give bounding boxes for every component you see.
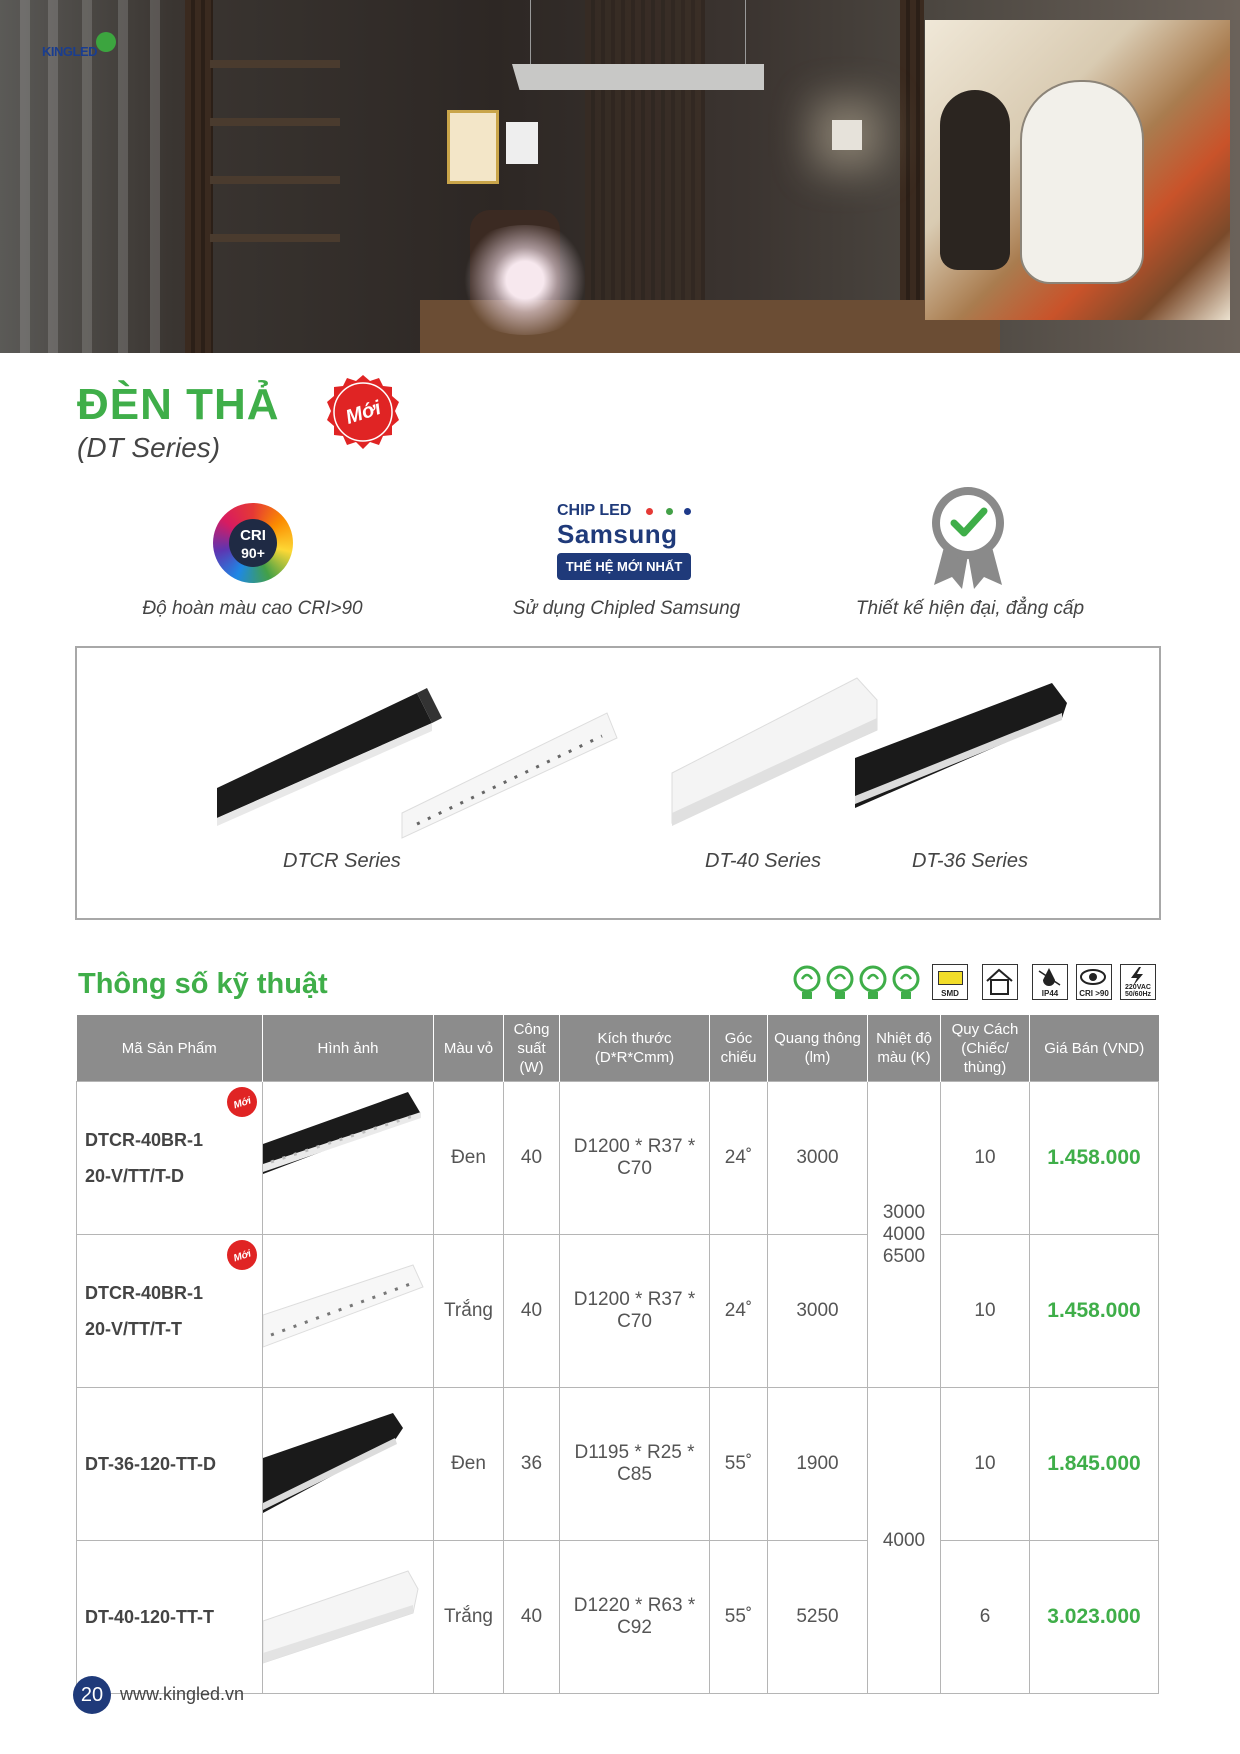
eco-bulb-icon [891,965,921,1001]
svg-text:Mới: Mới [232,1095,253,1112]
package-qty: 10 [941,1082,1030,1235]
cri-icon [213,503,293,583]
shell-color: Đen [434,1388,504,1541]
dimensions: D1220 * R63 * C92 [560,1541,710,1694]
table-row [77,1082,1159,1235]
caption-dt40-series: DT-40 Series [705,850,821,872]
new-badge-icon [226,1086,258,1118]
column-header: Màu vỏ [434,1015,504,1082]
new-badge-label: Mới [342,396,384,429]
price: 1.458.000 [1030,1235,1159,1388]
feature-caption-cri: Độ hoàn màu cao CRI>90 [142,598,363,619]
column-header: Công suất (W) [504,1015,560,1082]
table-row [77,1235,1159,1388]
dimensions: D1200 * R37 * C70 [560,1082,710,1235]
brand-logo [40,32,120,62]
column-header: Quy Cách (Chiếc/ thùng) [941,1015,1030,1082]
cri-icon-value: 90+ [241,545,265,561]
product-image [263,1388,434,1541]
product-image [263,1235,434,1388]
pendant-light [512,64,764,90]
voltage-icon: 220VAC 50/60Hz [1120,964,1156,1000]
product-code: DTCR-40BR-120-V/TT/T-D [85,1130,204,1186]
shell-color: Trắng [434,1235,504,1388]
product-code: DT-36-120-TT-D [85,1454,217,1474]
column-header: Nhiệt độ màu (K) [868,1015,941,1082]
column-header: Giá Bán (VND) [1030,1015,1159,1082]
spec-table [76,1015,1159,1694]
luminous-flux: 3000 [768,1235,868,1388]
dimensions: D1195 * R25 * C85 [560,1388,710,1541]
page-subtitle: (DT Series) [77,432,221,463]
cri-eye-icon: CRI >90 [1076,964,1112,1000]
eco-bulb-icon [825,965,855,1001]
shell-color: Trắng [434,1541,504,1694]
package-qty: 10 [941,1235,1030,1388]
chip-led-label: CHIP LED [557,502,632,519]
power: 36 [504,1388,560,1541]
caption-dt36-series: DT-36 Series [912,850,1028,872]
price: 1.845.000 [1030,1388,1159,1541]
power: 40 [504,1541,560,1694]
svg-text:Mới: Mới [232,1248,253,1265]
power: 40 [504,1082,560,1235]
beam-angle: 55˚ [710,1541,768,1694]
new-badge-icon [226,1239,258,1271]
package-qty: 10 [941,1388,1030,1541]
feature-caption-samsung: Sử dụng Chipled Samsung [512,598,741,619]
product-code-cell [77,1235,263,1388]
page-number: 20 [73,1676,111,1714]
caption-dtcr-series: DTCR Series [283,850,401,872]
column-header: Hình ảnh [263,1015,434,1082]
table-row [77,1388,1159,1541]
luminous-flux: 3000 [768,1082,868,1235]
product-showcase [75,646,1161,920]
page-title: ĐÈN THẢ [77,380,280,429]
samsung-tag: THẾ HỆ MỚI NHẤT [557,553,691,580]
product-renders [77,648,1159,918]
ip44-icon: IP44 [1032,964,1068,1000]
brand-logo-text: KINGLED [42,44,97,59]
product-code-cell [77,1541,263,1694]
feature-caption-design: Thiết kế hiện đại, đẳng cấp [855,598,1085,619]
price: 1.458.000 [1030,1082,1159,1235]
power: 40 [504,1235,560,1388]
luminous-flux: 1900 [768,1388,868,1541]
beam-angle: 55˚ [710,1388,768,1541]
product-code: DTCR-40BR-120-V/TT/T-T [85,1283,204,1339]
eco-bulb-icon [858,965,888,1001]
column-header: Kích thước (D*R*Cmm) [560,1015,710,1082]
shell-color: Đen [434,1082,504,1235]
beam-angle: 24˚ [710,1082,768,1235]
beam-angle: 24˚ [710,1235,768,1388]
smd-chip-icon: SMD [932,964,968,1000]
luminous-flux: 5250 [768,1541,868,1694]
award-check-icon [930,485,1006,590]
website-link[interactable]: www.kingled.vn [120,1684,245,1704]
column-header: Quang thông (lm) [768,1015,868,1082]
product-code-cell [77,1388,263,1541]
hero-photo [0,0,1240,353]
table-header-row [77,1015,1159,1082]
package-qty: 6 [941,1541,1030,1694]
color-temperature: 4000 [868,1388,941,1694]
product-code: DT-40-120-TT-T [85,1607,215,1627]
cri-icon-text: CRI [240,527,266,544]
price: 3.023.000 [1030,1541,1159,1694]
table-row [77,1541,1159,1694]
eco-bulb-icon [792,965,822,1001]
color-temperature: 3000 4000 6500 [868,1082,941,1388]
spec-title: Thông số kỹ thuật [78,968,328,1000]
product-image [263,1541,434,1694]
column-header: Mã Sản Phẩm [77,1015,263,1082]
samsung-brand-text: Samsung [557,519,678,549]
product-image [263,1082,434,1235]
indoor-house-icon [982,964,1018,1000]
column-header: Góc chiếu [710,1015,768,1082]
dimensions: D1200 * R37 * C70 [560,1235,710,1388]
product-code-cell [77,1082,263,1235]
new-badge-icon [326,375,400,449]
